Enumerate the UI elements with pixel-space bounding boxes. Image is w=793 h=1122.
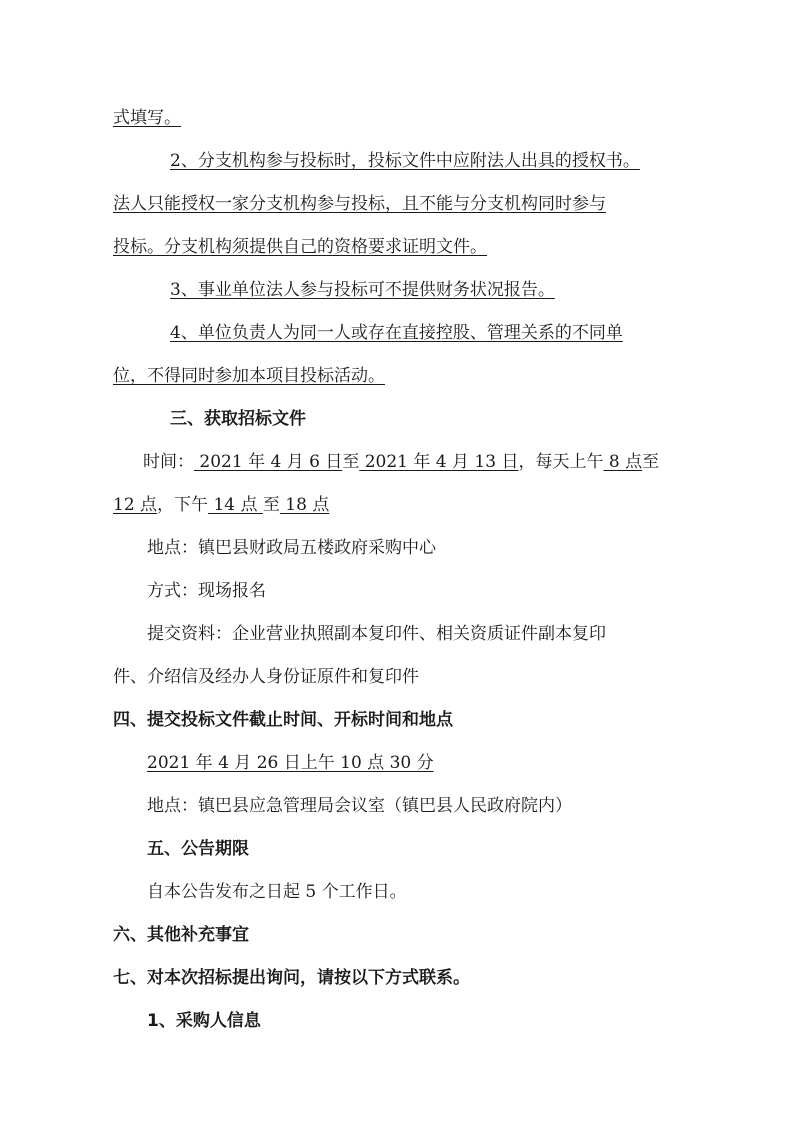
to-2: 至	[642, 452, 660, 472]
acquisition-time-line	[143, 450, 659, 474]
acquisition-method: 方式：现场报名	[147, 581, 266, 601]
am-end: 12 点	[113, 495, 158, 515]
paragraph-3: 3、事业单位法人参与投标可不提供财务状况报告。	[170, 280, 555, 300]
daily-label: ，每天上午	[518, 452, 604, 472]
pm-label: ，下午	[157, 495, 209, 515]
start-date: 2021 年 4 月 6 日	[194, 452, 343, 472]
section-7-heading: 七、对本次招标提出询问，请按以下方式联系。	[113, 968, 470, 988]
bid-deadline: 2021 年 4 月 26 日上午 10 点 30 分	[147, 753, 434, 773]
materials-line-2: 件、介绍信及经办人身份证原件和复印件	[113, 667, 419, 687]
to-3: 至	[262, 495, 280, 515]
am-start: 8 点	[603, 452, 643, 472]
paragraph-2-line-3: 投标。分支机构须提供自己的资格要求证明文件。	[113, 237, 487, 257]
to-1: 至	[342, 452, 360, 472]
paragraph-2-line-2: 法人只能授权一家分支机构参与投标，且不能与分支机构同时参与	[113, 194, 606, 214]
pm-start: 14 点	[208, 495, 263, 515]
bid-opening-location: 地点：镇巴县应急管理局会议室（镇巴县人民政府院内）	[147, 796, 572, 816]
paragraph-1-end: 式填写。	[113, 108, 181, 128]
section-4-heading: 四、提交投标文件截止时间、开标时间和地点	[113, 710, 453, 730]
section-3-heading: 三、获取招标文件	[170, 409, 306, 429]
time-label: 时间：	[143, 452, 194, 472]
announcement-period: 自本公告发布之日起 5 个工作日。	[147, 882, 407, 902]
section-5-heading: 五、公告期限	[147, 839, 249, 859]
section-6-heading: 六、其他补充事宜	[113, 925, 249, 945]
paragraph-4-line-1: 4、单位负责人为同一人或存在直接控股、管理关系的不同单	[170, 323, 623, 343]
materials-line-1: 提交资料：企业营业执照副本复印件、相关资质证件副本复印	[147, 624, 606, 644]
purchaser-info-heading: 1、采购人信息	[147, 1011, 261, 1031]
acquisition-time-line-2	[113, 493, 329, 517]
end-date: 2021 年 4 月 13 日	[359, 452, 519, 472]
paragraph-4-line-2: 位，不得同时参加本项目投标活动。	[113, 366, 385, 386]
paragraph-2-line-1: 2、分支机构参与投标时，投标文件中应附法人出具的授权书。	[170, 151, 640, 171]
pm-end: 18 点	[279, 495, 330, 515]
acquisition-location: 地点：镇巴县财政局五楼政府采购中心	[147, 538, 436, 558]
